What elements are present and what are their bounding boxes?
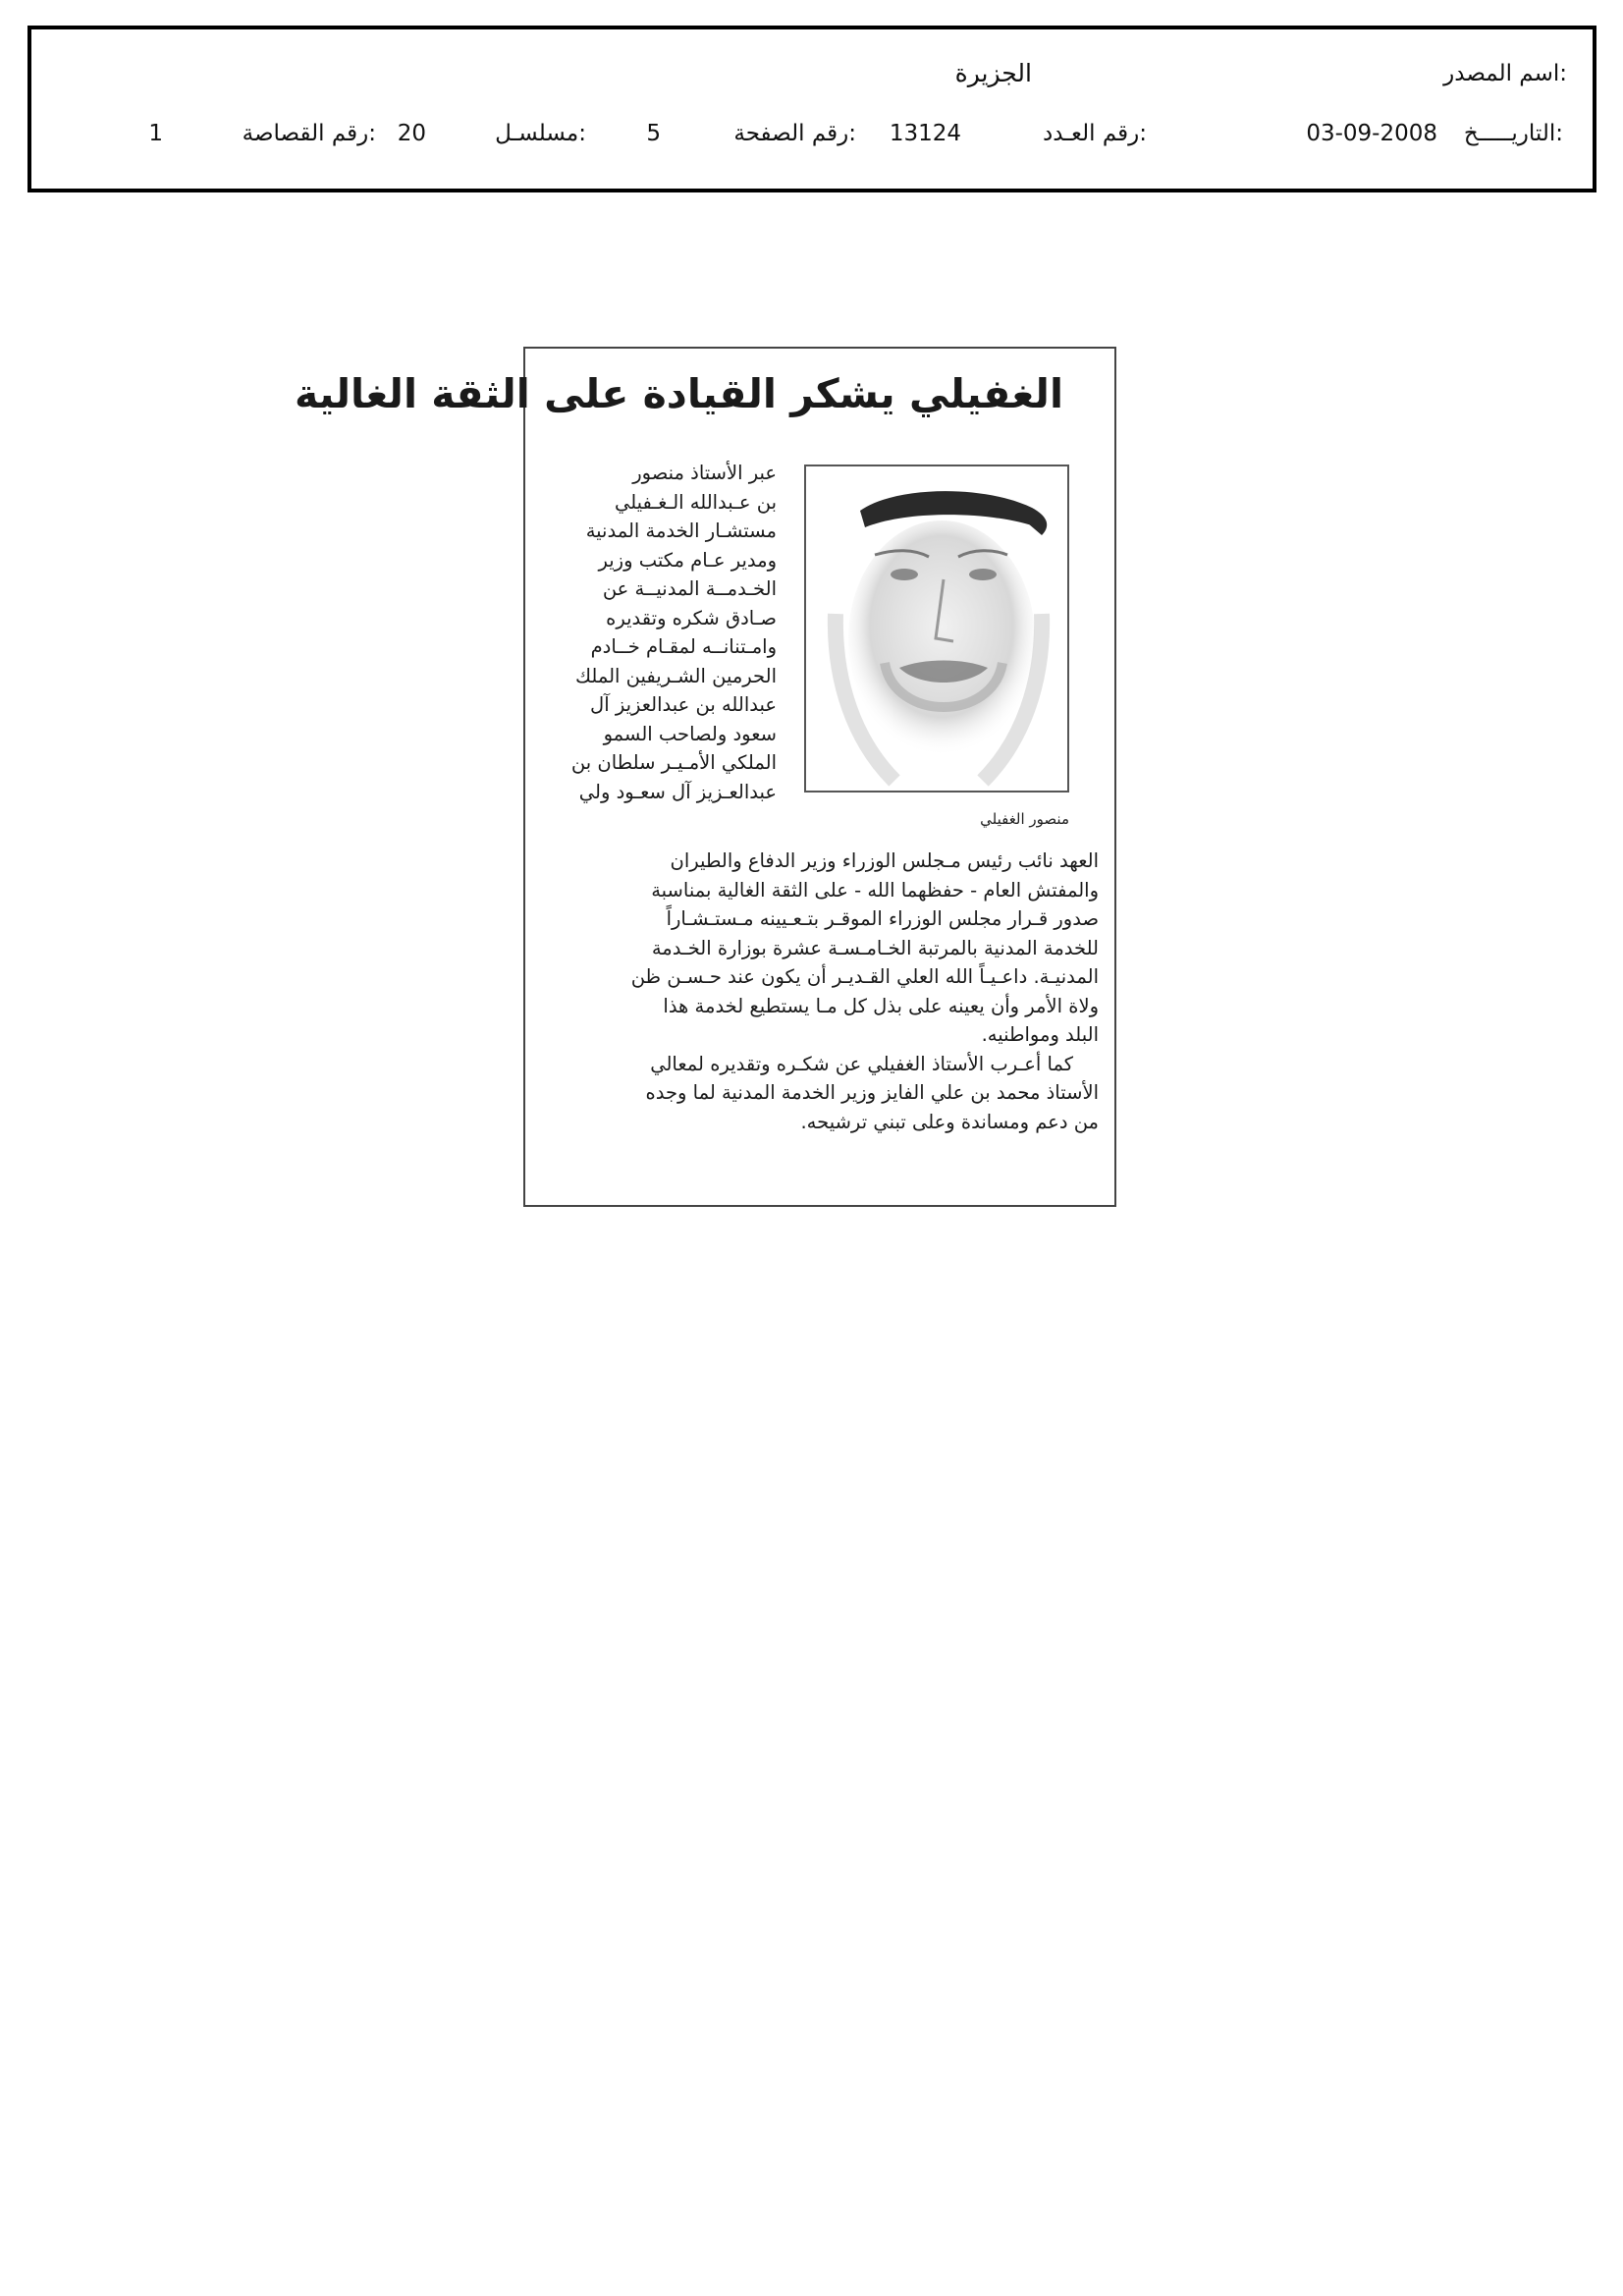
body-line: البلد ومواطنيه.: [981, 1023, 1099, 1046]
column-line: عبدالعـزيز آل سعـود ولي: [578, 780, 777, 803]
column-line: الحرمين الشـريفين الملك: [574, 664, 777, 687]
portrait-photo: [804, 465, 1069, 793]
article-column-text: [553, 459, 777, 806]
date-label: التاريـــــخ:: [1463, 121, 1563, 146]
clip-value: 1: [148, 121, 163, 146]
column-line: الملكي الأمـيـر سلطان بن: [570, 751, 777, 774]
column-line: عبدالله بن عبدالعزيز آل: [590, 693, 777, 716]
column-line: الخـدمــة المدنيــة عن: [602, 577, 777, 600]
column-line: ومدير عـام مكتب وزير: [598, 548, 777, 572]
source-label: اسم المصدر:: [1443, 61, 1567, 86]
column-line: صـادق شكره وتقديره: [606, 606, 777, 629]
page-label: رقم الصفحة:: [733, 121, 856, 146]
body-line: صدور قـرار مجلس الوزراء الموقـر بتـعـيينه مـستـشـاراً: [666, 907, 1099, 930]
body-line: من دعم ومساندة وعلى تبني ترشيحه.: [800, 1110, 1099, 1133]
article-headline: الغفيلي يشكر القيادة على الثقة الغالية: [295, 370, 1063, 417]
body-line: الأستاذ محمد بن علي الفايز وزير الخدمة المدنية لما وجده: [645, 1081, 1099, 1104]
page-value: 5: [646, 121, 661, 146]
photo-caption: منصور الغفيلي: [980, 810, 1069, 828]
portrait-image: [806, 466, 1067, 791]
column-line: عبر الأستاذ منصور: [632, 462, 777, 484]
body-line: العهد نائب رئيس مـجلس الوزراء وزير الدفاع والطيران: [670, 849, 1099, 872]
date-value: 03-09-2008: [1306, 121, 1437, 146]
column-line: سعود ولصاحب السمو: [603, 722, 777, 745]
body-line: والمفتش العام - حفظهما الله - على الثقة الغالية بمناسبة: [651, 878, 1099, 902]
body-line: للخدمة المدنية بالمرتبة الخـامـسـة عشرة بوزارة الخـدمة: [651, 936, 1099, 959]
clipping-header: [27, 26, 1596, 192]
body-line: ولاة الأمر وأن يعينه على بذل كل مـا يستطيع لخدمة هذا: [663, 994, 1099, 1017]
column-line: مستشـار الخدمة المدنية: [585, 519, 777, 542]
body-line: كما أعـرب الأستاذ الغفيلي عن شكـره وتقديره لمعالي: [650, 1052, 1073, 1075]
article-body-text: [561, 847, 1099, 1136]
source-value: الجزيرة: [954, 59, 1032, 87]
issue-value: 13124: [889, 121, 961, 146]
column-line: وامـتنانــه لمقـام خــادم: [590, 635, 777, 658]
body-line: المدنيـة. داعـيـاً الله العلي القـديـر أن يكون عند حـسـن ظن: [630, 965, 1099, 988]
column-line: بن عـبدالله الـغـفيلي: [614, 490, 777, 514]
news-clipping: [295, 347, 1116, 1207]
clip-label: رقم القصاصة:: [242, 121, 376, 146]
serial-value: 20: [397, 121, 426, 146]
serial-label: مسلسـل:: [495, 121, 586, 146]
issue-label: رقم العـدد:: [1042, 121, 1147, 146]
